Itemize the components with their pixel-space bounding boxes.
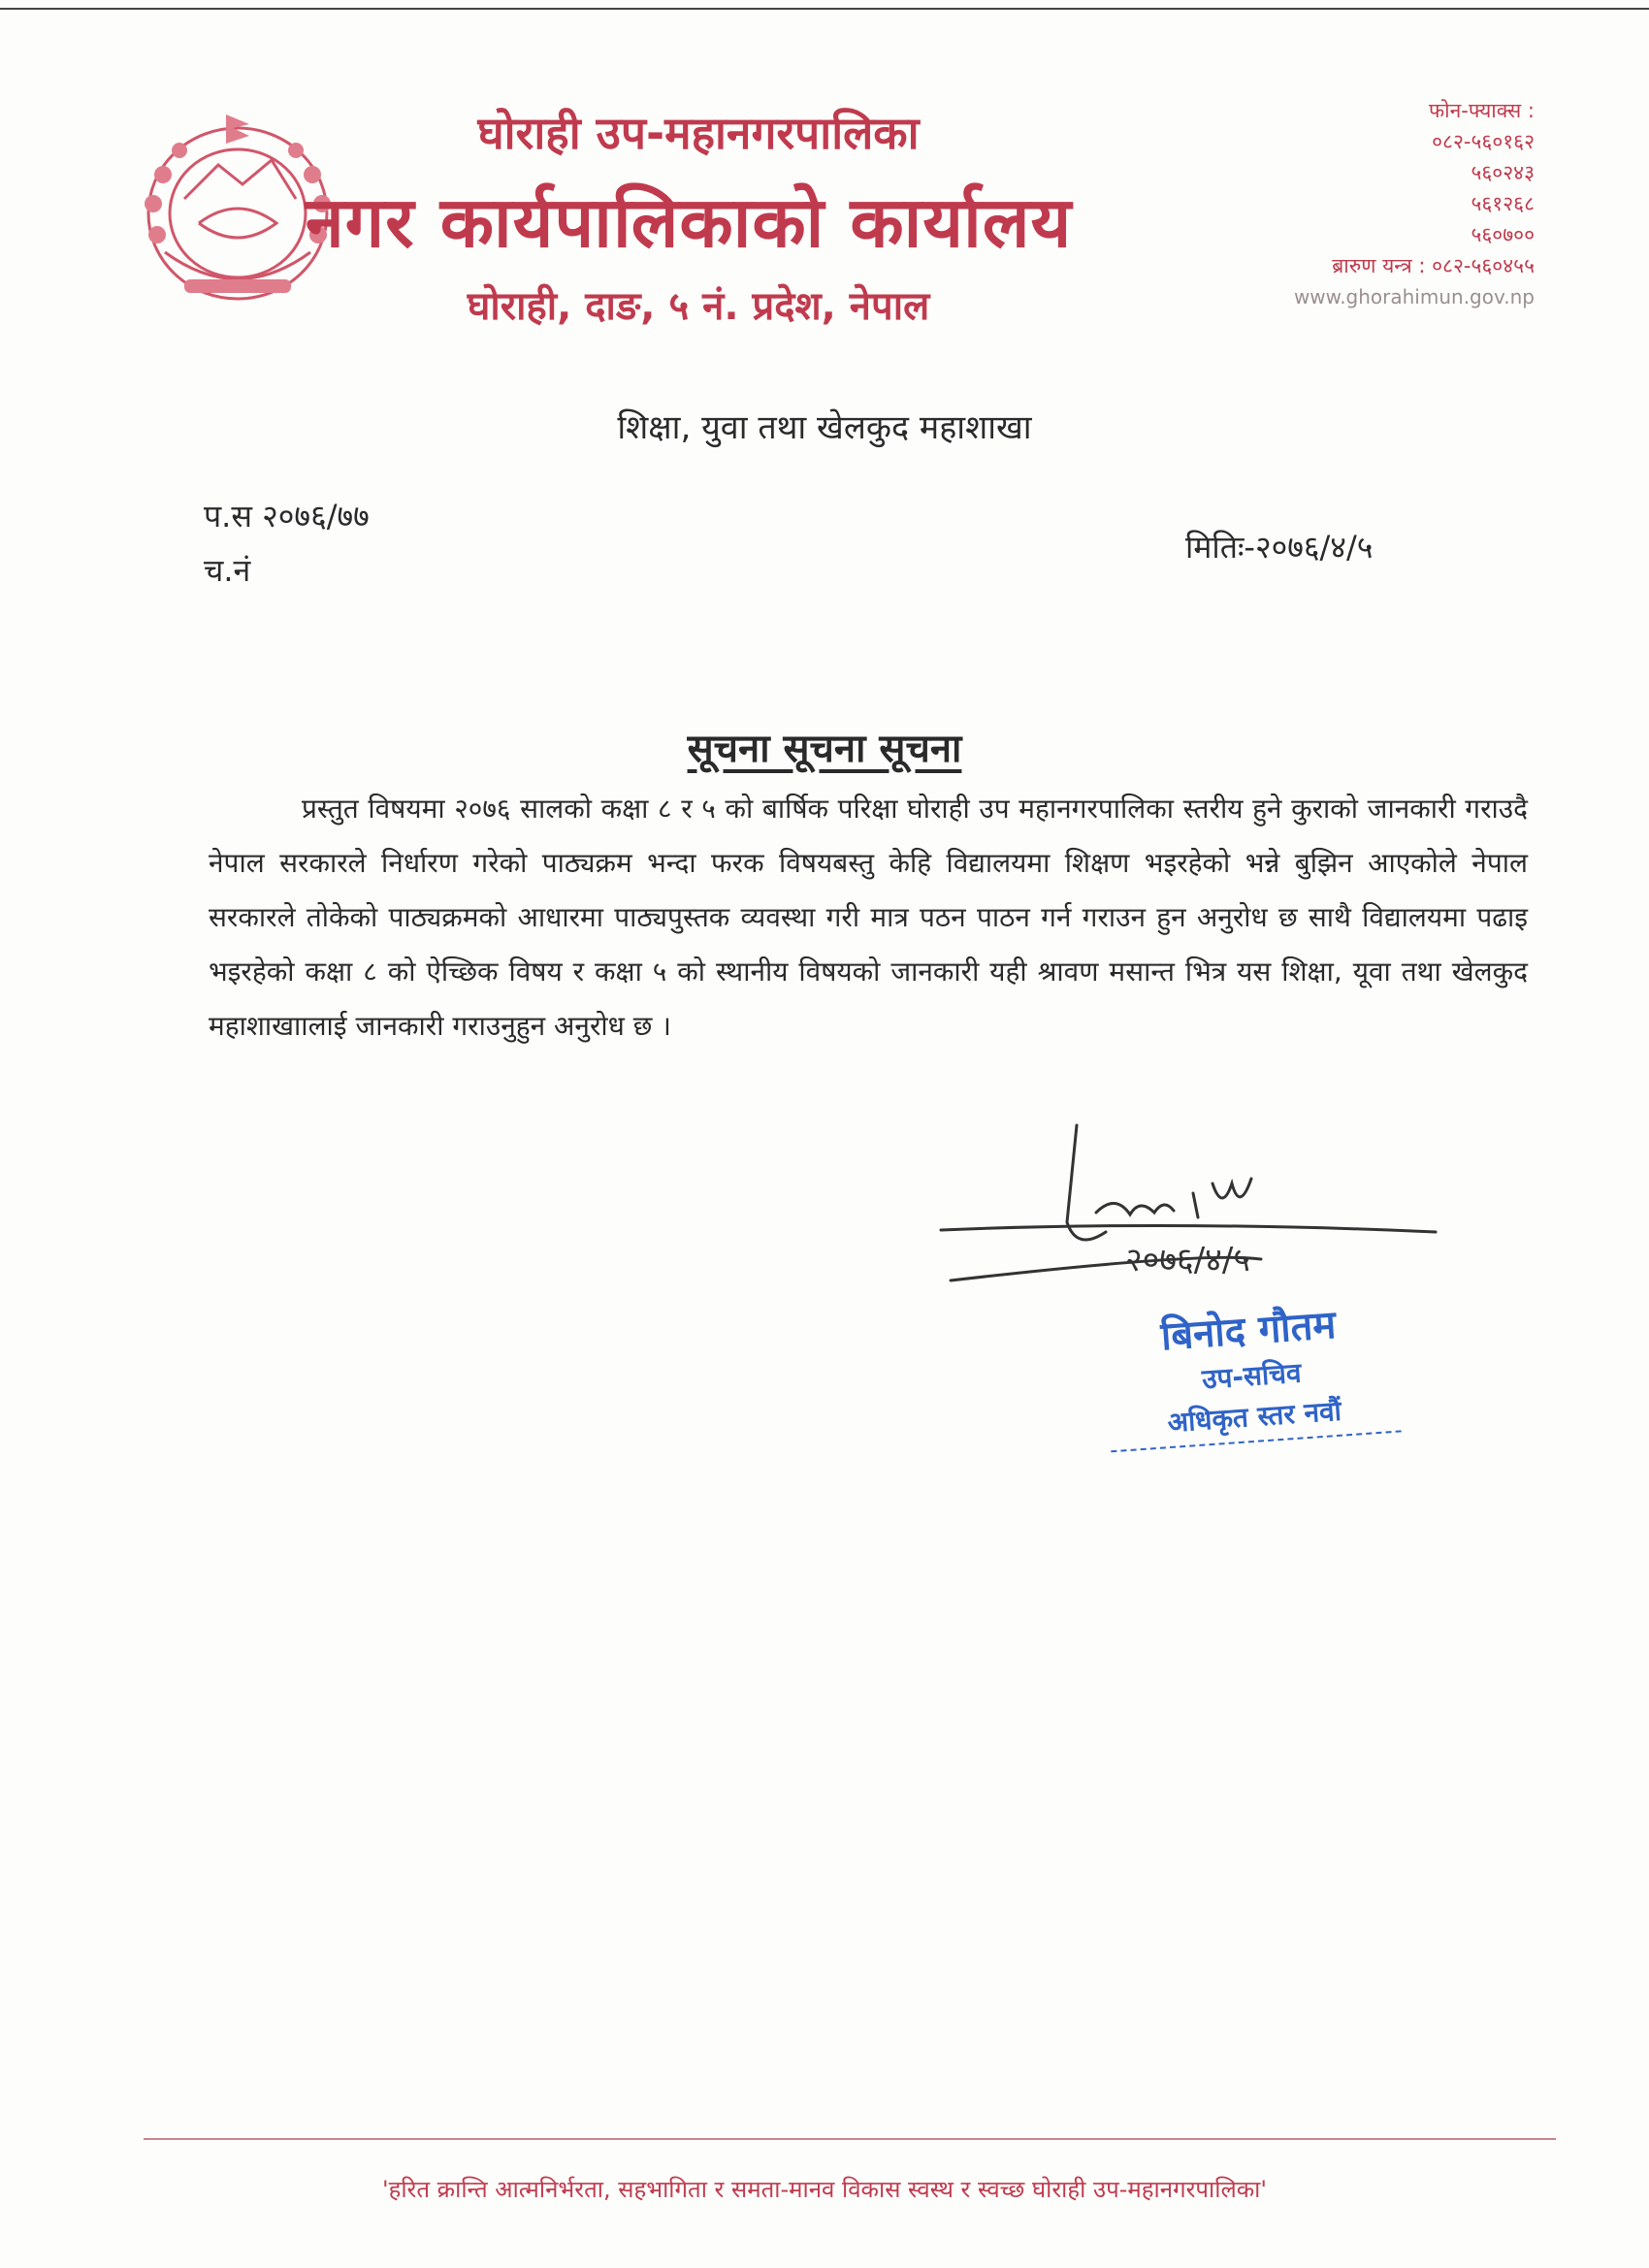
- officer-name: बिनोद गौतम: [1159, 1302, 1338, 1360]
- contact-block: [1294, 95, 1535, 312]
- signature-date: २०७६/४/५: [1125, 1241, 1250, 1280]
- handwritten-signature: [931, 1106, 1474, 1300]
- top-border-line: [0, 8, 1649, 10]
- reference-block: [204, 489, 370, 598]
- phone-number: ५६०७००: [1471, 223, 1535, 246]
- letter-date: मितिः-२०७६/४/५: [1185, 529, 1374, 566]
- phone-number: ०८२-५६०१६२: [1432, 130, 1535, 153]
- branch-name: शिक्षा, युवा तथा खेलकुद महाशाखा: [617, 408, 1032, 447]
- officer-stamp: [1101, 1292, 1401, 1453]
- officer-designation: उप-सचिव: [1201, 1356, 1303, 1396]
- alarm-number: ब्रारुण यन्त्र : ०८२-५६०४५५: [1332, 254, 1535, 277]
- footer-motto: 'हरित क्रान्ति आत्मनिर्भरता, सहभागिता र समता-मानव विकास स्वस्थ र स्वच्छ घोराही उप-महानगरपालिका': [382, 2176, 1267, 2203]
- officer-level: अधिकृत स्तर नवौं: [1108, 1387, 1401, 1452]
- website-link[interactable]: www.ghorahimun.gov.np: [1293, 285, 1535, 308]
- notice-body: प्रस्तुत विषयमा २०७६ सालको कक्षा ८ र ५ को बार्षिक परिक्षा घोराही उप महानगरपालिका स्तरीय हुने कुराको जानकारी गराउदै नेपाल सरकारले निर्धारण गरेको पाठ्यक्रम भन्दा फरक विषयबस्तु केहि विद्यालयमा शिक्षण भइरहेको भन्ने बुझिन आएकोले नेपाल सरकारले तोकेको पाठ्यक्रमको आधारमा पाठ्यपुस्तक व्यवस्था गरी मात्र पठन पाठन गर्न गराउन हुन अनुरोध छ साथै विद्यालयमा पढाइ भइरहेको कक्षा ८ को ऐच्छिक विषय र कक्षा ५ को स्थानीय विषयको जानकारी यही श्रावण मसान्त भित्र यस शिक्षा, यूवा तथा खेलकुद महाशाखाालाई जानकारी गराउनुहुन अनुरोध छ ।: [209, 793, 1528, 1042]
- phone-number: ५६०२४३: [1471, 161, 1535, 184]
- reference-number: प.स २०७६/७७: [204, 498, 370, 535]
- office-address: घोराही, दाङ, ५ नं. प्रदेश, नेपाल: [467, 284, 930, 329]
- phone-fax-label: फोन-फ्याक्स :: [1428, 99, 1535, 122]
- office-name: नगर कार्यपालिकाको कार्यालय: [305, 181, 1073, 263]
- dispatch-number: च.नं: [204, 552, 251, 589]
- notice-title: सूचना सूचना सूचना: [687, 727, 962, 771]
- org-name: घोराही उप-महानगरपालिका: [477, 107, 920, 159]
- footer-divider: [144, 2138, 1556, 2140]
- phone-number: ५६१२६८: [1471, 192, 1535, 215]
